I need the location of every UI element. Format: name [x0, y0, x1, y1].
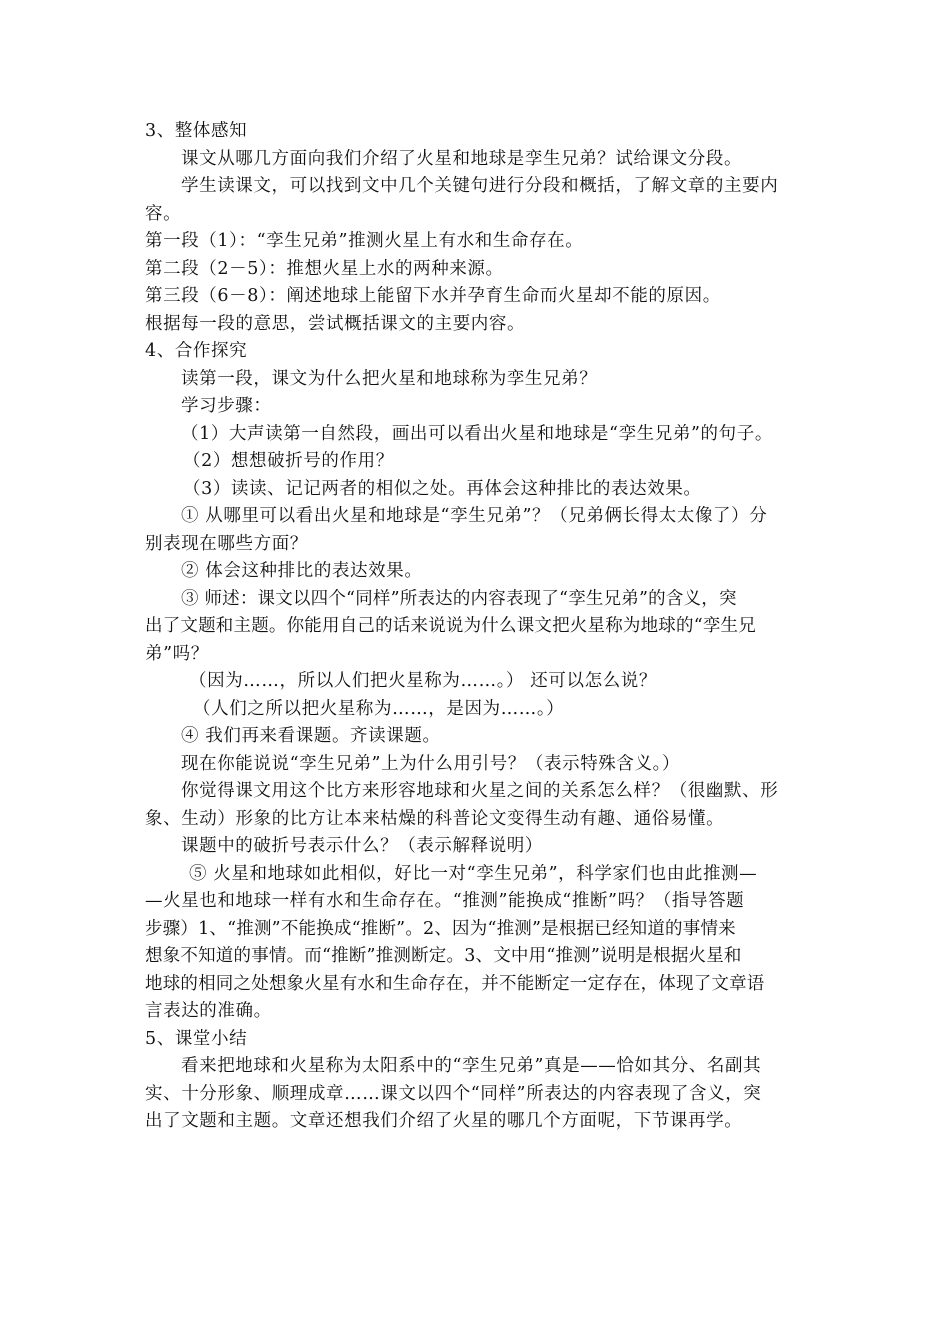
paragraph-line: 出了文题和主题。文章还想我们介绍了火星的哪几个方面呢，下节课再学。: [145, 1111, 743, 1131]
paragraph-line: 步骤）1、“推测”不能换成“推断”。2、因为“推测”是根据已经知道的事情来: [145, 918, 736, 939]
paragraph-line: （1）大声读第一自然段，画出可以看出火星和地球是“孪生兄弟”的句子。: [181, 423, 773, 444]
paragraph-line: 根据每一段的意思，尝试概括课文的主要内容。: [145, 313, 526, 334]
paragraph-line: 别表现在哪些方面？: [145, 533, 308, 554]
paragraph-line: ④ 我们再来看课题。齐读课题。: [181, 726, 441, 746]
paragraph-line: （人们之所以把火星称为……，是因为……。）: [193, 698, 565, 719]
paragraph-line: 象、生动）形象的比方让本来枯燥的科普论文变得生动有趣、通俗易懂。: [145, 808, 725, 829]
paragraph-line: 读第一段，课文为什么把火星和地球称为孪生兄弟？: [181, 368, 598, 389]
paragraph-line: 弟”吗？: [145, 643, 209, 664]
paragraph-line: 第三段（6－8）：阐述地球上能留下水并孕育生命而火星却不能的原因。: [145, 286, 721, 306]
paragraph-line: 容。: [145, 203, 182, 224]
paragraph-line: 出了文题和主题。你能用自己的话来说说为什么课文把火星称为地球的“孪生兄: [145, 616, 756, 636]
paragraph-line: 实、十分形象、顺理成章……课文以四个“同样”所表达的内容表现了含义，突: [145, 1083, 762, 1104]
paragraph-line: （3）读读、记记两者的相似之处。再体会这种排比的表达效果。: [183, 478, 702, 499]
paragraph-line: 课文从哪几方面向我们介绍了火星和地球是孪生兄弟？试给课文分段。: [181, 148, 743, 169]
section-heading-3: 3、整体感知: [145, 121, 248, 141]
paragraph-line: 第二段（2－5）：推想火星上水的两种来源。: [145, 258, 504, 279]
paragraph-line: 学习步骤：: [181, 396, 272, 416]
paragraph-line: 看来把地球和火星称为太阳系中的“孪生兄弟”真是——恰如其分、名副其: [181, 1056, 762, 1076]
paragraph-line: 学生读课文，可以找到文中几个关键句进行分段和概括，了解文章的主要内: [181, 176, 779, 196]
paragraph-line: 你觉得课文用这个比方来形容地球和火星之间的关系怎么样？（很幽默、形: [181, 781, 779, 801]
paragraph-line: ① 从哪里可以看出火星和地球是“孪生兄弟”？（兄弟俩长得太太像了）分: [181, 506, 768, 526]
document-body: [145, 118, 807, 1136]
paragraph-line: （因为……，所以人们把火星称为……。） 还可以怎么说？: [189, 671, 658, 691]
paragraph-line: ② 体会这种排比的表达效果。: [181, 561, 423, 581]
paragraph-line: 课题中的破折号表示什么？（表示解释说明）: [181, 836, 543, 856]
paragraph-line: ③ 师述：课文以四个“同样”所表达的内容表现了“孪生兄弟”的含义，突: [181, 588, 737, 609]
paragraph-line: 地球的相同之处想象火星有水和生命存在，并不能断定一定存在，体现了文章语: [145, 973, 765, 994]
paragraph-line: 言表达的准确。: [145, 1001, 272, 1021]
paragraph-line: 现在你能说说“孪生兄弟”上为什么用引号？（表示特殊含义。）: [181, 753, 681, 774]
paragraph-line: —火星也和地球一样有水和生命存在。“推测”能换成“推断”吗？（指导答题: [145, 891, 745, 911]
section-heading-4: 4、合作探究: [145, 341, 248, 361]
paragraph-line: 想象不知道的事情。而“推断”推测断定。3、文中用“推测”说明是根据火星和: [145, 946, 742, 966]
section-heading-5: 5、课堂小结: [145, 1028, 248, 1049]
paragraph-line: （2）想想破折号的作用？: [183, 451, 394, 471]
paragraph-line: 第一段（1）：“孪生兄弟”推测火星上有水和生命存在。: [145, 231, 584, 251]
paragraph-line: ⑤ 火星和地球如此相似，好比一对“孪生兄弟”，科学家们也由此推测—: [189, 863, 758, 884]
